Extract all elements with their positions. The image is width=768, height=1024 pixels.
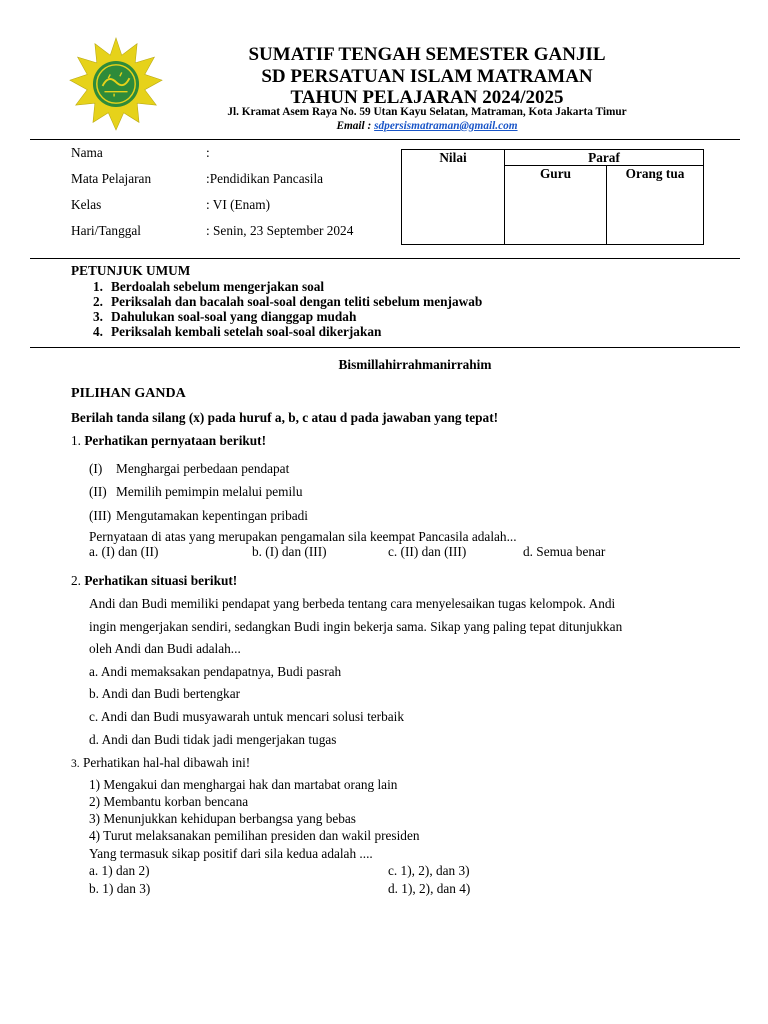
question-number: 3. <box>71 758 80 770</box>
q1-statement: (I) Menghargai perbedaan pendapat <box>89 461 290 476</box>
q1-statement: (II) Memilih pemimpin melalui pemilu <box>89 484 303 499</box>
mapel-label: Mata Pelajaran <box>71 171 152 186</box>
email-label: Email : <box>336 120 375 132</box>
guru-header: Guru <box>505 166 607 245</box>
q3-item: 2) Membantu korban bencana <box>89 794 249 809</box>
petunjuk-item: 2. Periksalah dan bacalah soal-soal dengan teliti sebelum menjawab <box>93 294 483 309</box>
tanggal-label: Hari/Tanggal <box>71 223 141 238</box>
school-address: Jl. Kramat Asem Raya No. 59 Utan Kayu Selatan, Matraman, Kota Jakarta Timur <box>227 106 627 118</box>
question-number: 2. <box>71 573 81 588</box>
nama-value: : <box>206 145 210 160</box>
q1-statement: (III) Mengutamakan kepentingan pribadi <box>89 508 309 523</box>
question-prompt: Perhatikan pernyataan berikut! <box>84 433 267 448</box>
q2-option-a[interactable]: a. Andi memaksakan pendapatnya, Budi pasrah <box>89 664 342 679</box>
q1-option-a[interactable]: a. (I) dan (II) <box>89 544 159 559</box>
q3-option-b[interactable]: b. 1) dan 3) <box>89 881 151 896</box>
orang-tua-header: Orang tua <box>607 166 704 245</box>
q3-item: 3) Menunjukkan kehidupan berbangsa yang bebas <box>89 811 356 826</box>
question-prompt: Perhatikan situasi berikut! <box>84 573 238 588</box>
question-2 <box>71 573 237 589</box>
info-divider <box>30 258 740 259</box>
bismillah: Bismillahirrahmanirrahim <box>338 357 492 372</box>
q3-item: 4) Turut melaksanakan pemilihan presiden dan wakil presiden <box>89 828 420 843</box>
section-instruction: Berilah tanda silang (x) pada huruf a, b, c atau d pada jawaban yang tepat! <box>71 410 499 425</box>
question-3 <box>71 755 250 771</box>
q2-option-d[interactable]: d. Andi dan Budi tidak jadi mengerjakan tugas <box>89 732 337 747</box>
q3-option-d[interactable]: d. 1), 2), dan 4) <box>388 881 471 896</box>
grade-table <box>401 149 704 245</box>
title-line-3: TAHUN PELAJARAN 2024/2025 <box>290 87 564 108</box>
q2-option-b[interactable]: b. Andi dan Budi bertengkar <box>89 686 241 701</box>
q1-option-c[interactable]: c. (II) dan (III) <box>388 544 467 559</box>
title-line-2: SD PERSATUAN ISLAM MATRAMAN <box>261 66 593 87</box>
question-number: 1. <box>71 433 81 448</box>
title-line-1: SUMATIF TENGAH SEMESTER GANJIL <box>248 44 606 65</box>
email-line <box>190 120 664 132</box>
petunjuk-divider <box>30 347 740 348</box>
q1-option-b[interactable]: b. (I) dan (III) <box>252 544 327 559</box>
header-divider <box>30 139 740 140</box>
q2-paragraph-line: oleh Andi dan Budi adalah... <box>89 641 241 656</box>
q3-question: Yang termasuk sikap positif dari sila kedua adalah .... <box>89 846 373 861</box>
q3-option-a[interactable]: a. 1) dan 2) <box>89 863 150 878</box>
q1-question: Pernyataan di atas yang merupakan pengamalan sila keempat Pancasila adalah... <box>89 529 517 544</box>
q1-option-d[interactable]: d. Semua benar <box>523 544 606 559</box>
petunjuk-item: 3. Dahulukan soal-soal yang dianggap mudah <box>93 309 357 324</box>
q3-item: 1) Mengakui dan menghargai hak dan martabat orang lain <box>89 777 398 792</box>
q2-paragraph-line: ingin mengerjakan sendiri, sedangkan Budi ingin bekerja sama. Sikap yang paling tepat ditunjukkan <box>89 619 623 634</box>
q2-option-c[interactable]: c. Andi dan Budi musyawarah untuk mencari solusi terbaik <box>89 709 404 724</box>
petunjuk-item: 4. Periksalah kembali setelah soal-soal dikerjakan <box>93 324 382 339</box>
kelas-label: Kelas <box>71 197 102 212</box>
tanggal-value: : Senin, 23 September 2024 <box>206 223 354 238</box>
question-1 <box>71 433 266 449</box>
petunjuk-item: 1. Berdoalah sebelum mengerjakan soal <box>93 279 325 294</box>
paraf-header: Paraf <box>505 150 704 166</box>
section-heading: PILIHAN GANDA <box>71 386 186 401</box>
q3-option-c[interactable]: c. 1), 2), dan 3) <box>388 863 470 878</box>
petunjuk-heading: PETUNJUK UMUM <box>71 263 191 278</box>
q2-paragraph-line: Andi dan Budi memiliki pendapat yang berbeda tentang cara menyelesaikan tugas kelompok. Andi <box>89 596 616 611</box>
mapel-value: :Pendidikan Pancasila <box>206 171 324 186</box>
persis-emblem-icon <box>68 36 164 132</box>
nama-label: Nama <box>71 145 103 160</box>
question-prompt: Perhatikan hal-hal dibawah ini! <box>82 755 251 770</box>
nilai-header: Nilai <box>402 150 505 245</box>
email-link[interactable]: sdpersismatraman@gmail.com <box>374 120 518 132</box>
kelas-value: : VI (Enam) <box>206 197 271 212</box>
